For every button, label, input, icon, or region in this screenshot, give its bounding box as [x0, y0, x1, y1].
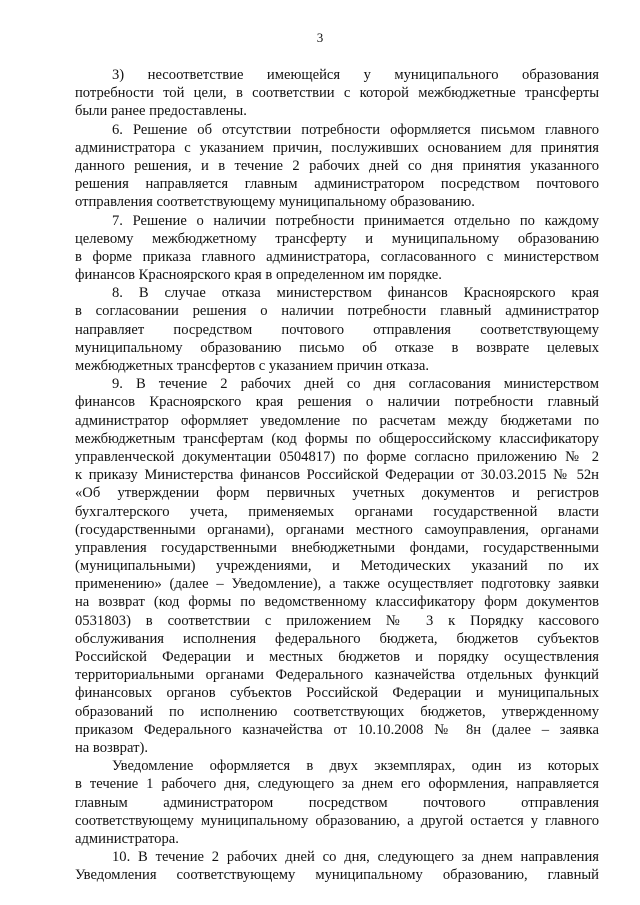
text-line: управленческой документации 0504817) по форме согласно приложению № 2 — [75, 448, 599, 465]
document-body — [75, 66, 599, 884]
text-line: бухгалтерского учета, применяемых органами государственной власти — [75, 503, 599, 520]
text-line: финансов Красноярского края в определенном им порядке. — [75, 267, 442, 284]
text-line: данного решения, и в течение 2 рабочих дней со дня принятия указанного — [75, 157, 599, 174]
text-line: 10. В течение 2 рабочих дней со дня, следующего за днем направления — [112, 849, 599, 866]
text-line: главным администратором посредством почтового отправления — [75, 794, 599, 811]
paragraph — [75, 375, 599, 757]
page-number: 3 — [316, 30, 324, 45]
paragraph — [75, 121, 599, 212]
text-line: потребности той цели, в соответствии с которой межбюджетные трансферты — [75, 85, 599, 102]
text-line: (муниципальными) учреждениями, и Методических указаний по их — [75, 558, 599, 575]
text-line: управления государственными внебюджетными фондами, государственными — [75, 539, 599, 556]
text-line: на возврат (код формы по ведомственному классификатору форм документов — [75, 594, 599, 611]
text-line: образований по исполнению соответствующих бюджетов, утвержденному — [75, 703, 599, 720]
text-line: территориальными органами Федерального казначейства отдельных функций — [75, 667, 599, 684]
text-line: Уведомления соответствующему муниципальному образованию, главный — [75, 867, 599, 884]
text-line: целевому межбюджетному трансферту и муниципальному образованию — [75, 230, 599, 247]
text-line: 0531803) в соответствии с приложением № 3 к Порядку кассового — [75, 612, 599, 629]
text-line: 7. Решение о наличии потребности принимается отдельно по каждому — [112, 212, 599, 229]
paragraph — [75, 757, 599, 848]
text-line: были ранее предоставлены. — [75, 103, 247, 120]
paragraph — [75, 66, 599, 121]
text-line: муниципальному образованию письмо об отказе в возврате целевых — [75, 339, 599, 356]
text-line: межбюджетным трансфертам (код формы по общероссийскому классификатору — [75, 430, 599, 447]
text-line: отправления соответствующему муниципальному образованию. — [75, 194, 475, 211]
text-line: обслуживания исполнения федерального бюджета, бюджетов субъектов — [75, 630, 599, 647]
paragraph — [75, 212, 599, 285]
text-line: 3) несоответствие имеющейся у муниципального образования — [112, 67, 599, 83]
text-line: в согласовании решения о наличии потребности главный администратор — [75, 303, 599, 320]
text-line: администратора. — [75, 830, 179, 847]
text-line: направляет посредством почтового отправления соответствующему — [75, 321, 599, 338]
text-line: 9. В течение 2 рабочих дней со дня согласования министерством — [112, 376, 599, 393]
paragraph — [75, 284, 599, 375]
text-line: администратор оформляет уведомление по расчетам между бюджетами по — [75, 412, 599, 429]
text-line: межбюджетных трансфертов с указанием причин отказа. — [75, 358, 430, 374]
text-line: Российской Федерации и местных бюджетов и порядку осуществления — [75, 649, 599, 665]
text-line: финансов Красноярского края решения о наличии потребности главный — [75, 394, 599, 411]
text-line: Уведомление оформляется в двух экземплярах, один из которых — [112, 758, 599, 775]
text-line: соответствующему муниципальному образованию, а другой остается у главного — [75, 812, 599, 829]
text-line: к приказу Министерства финансов Российской Федерации от 30.03.2015 № 52н — [75, 467, 599, 484]
text-line: приказом Федерального казначейства от 10.10.2008 № 8н (далее – заявка — [75, 721, 599, 738]
text-line: на возврат). — [75, 739, 148, 756]
text-line: финансовых органов субъектов Российской Федерации и муниципальных — [75, 685, 599, 702]
text-line: 8. В случае отказа министерством финансов Красноярского края — [112, 285, 599, 302]
paragraph — [75, 848, 599, 884]
text-line: (государственными органами), органами местного самоуправления, органами — [75, 521, 599, 538]
text-line: 6. Решение об отсутствии потребности оформляется письмом главного — [112, 121, 599, 138]
text-line: в форме приказа главного администратора, согласованного с министерством — [75, 248, 599, 265]
text-line: применению» (далее – Уведомление), а также осуществляет подготовку заявки — [75, 576, 599, 593]
text-line: решения направляется главным администратором посредством почтового — [75, 176, 599, 193]
text-line: в течение 1 рабочего дня, следующего за днем его оформления, направляется — [75, 776, 599, 793]
text-line: «Об утверждении форм первичных учетных документов и регистров — [75, 485, 599, 502]
text-line: администратора с указанием причин, послуживших основанием для принятия — [75, 139, 599, 156]
